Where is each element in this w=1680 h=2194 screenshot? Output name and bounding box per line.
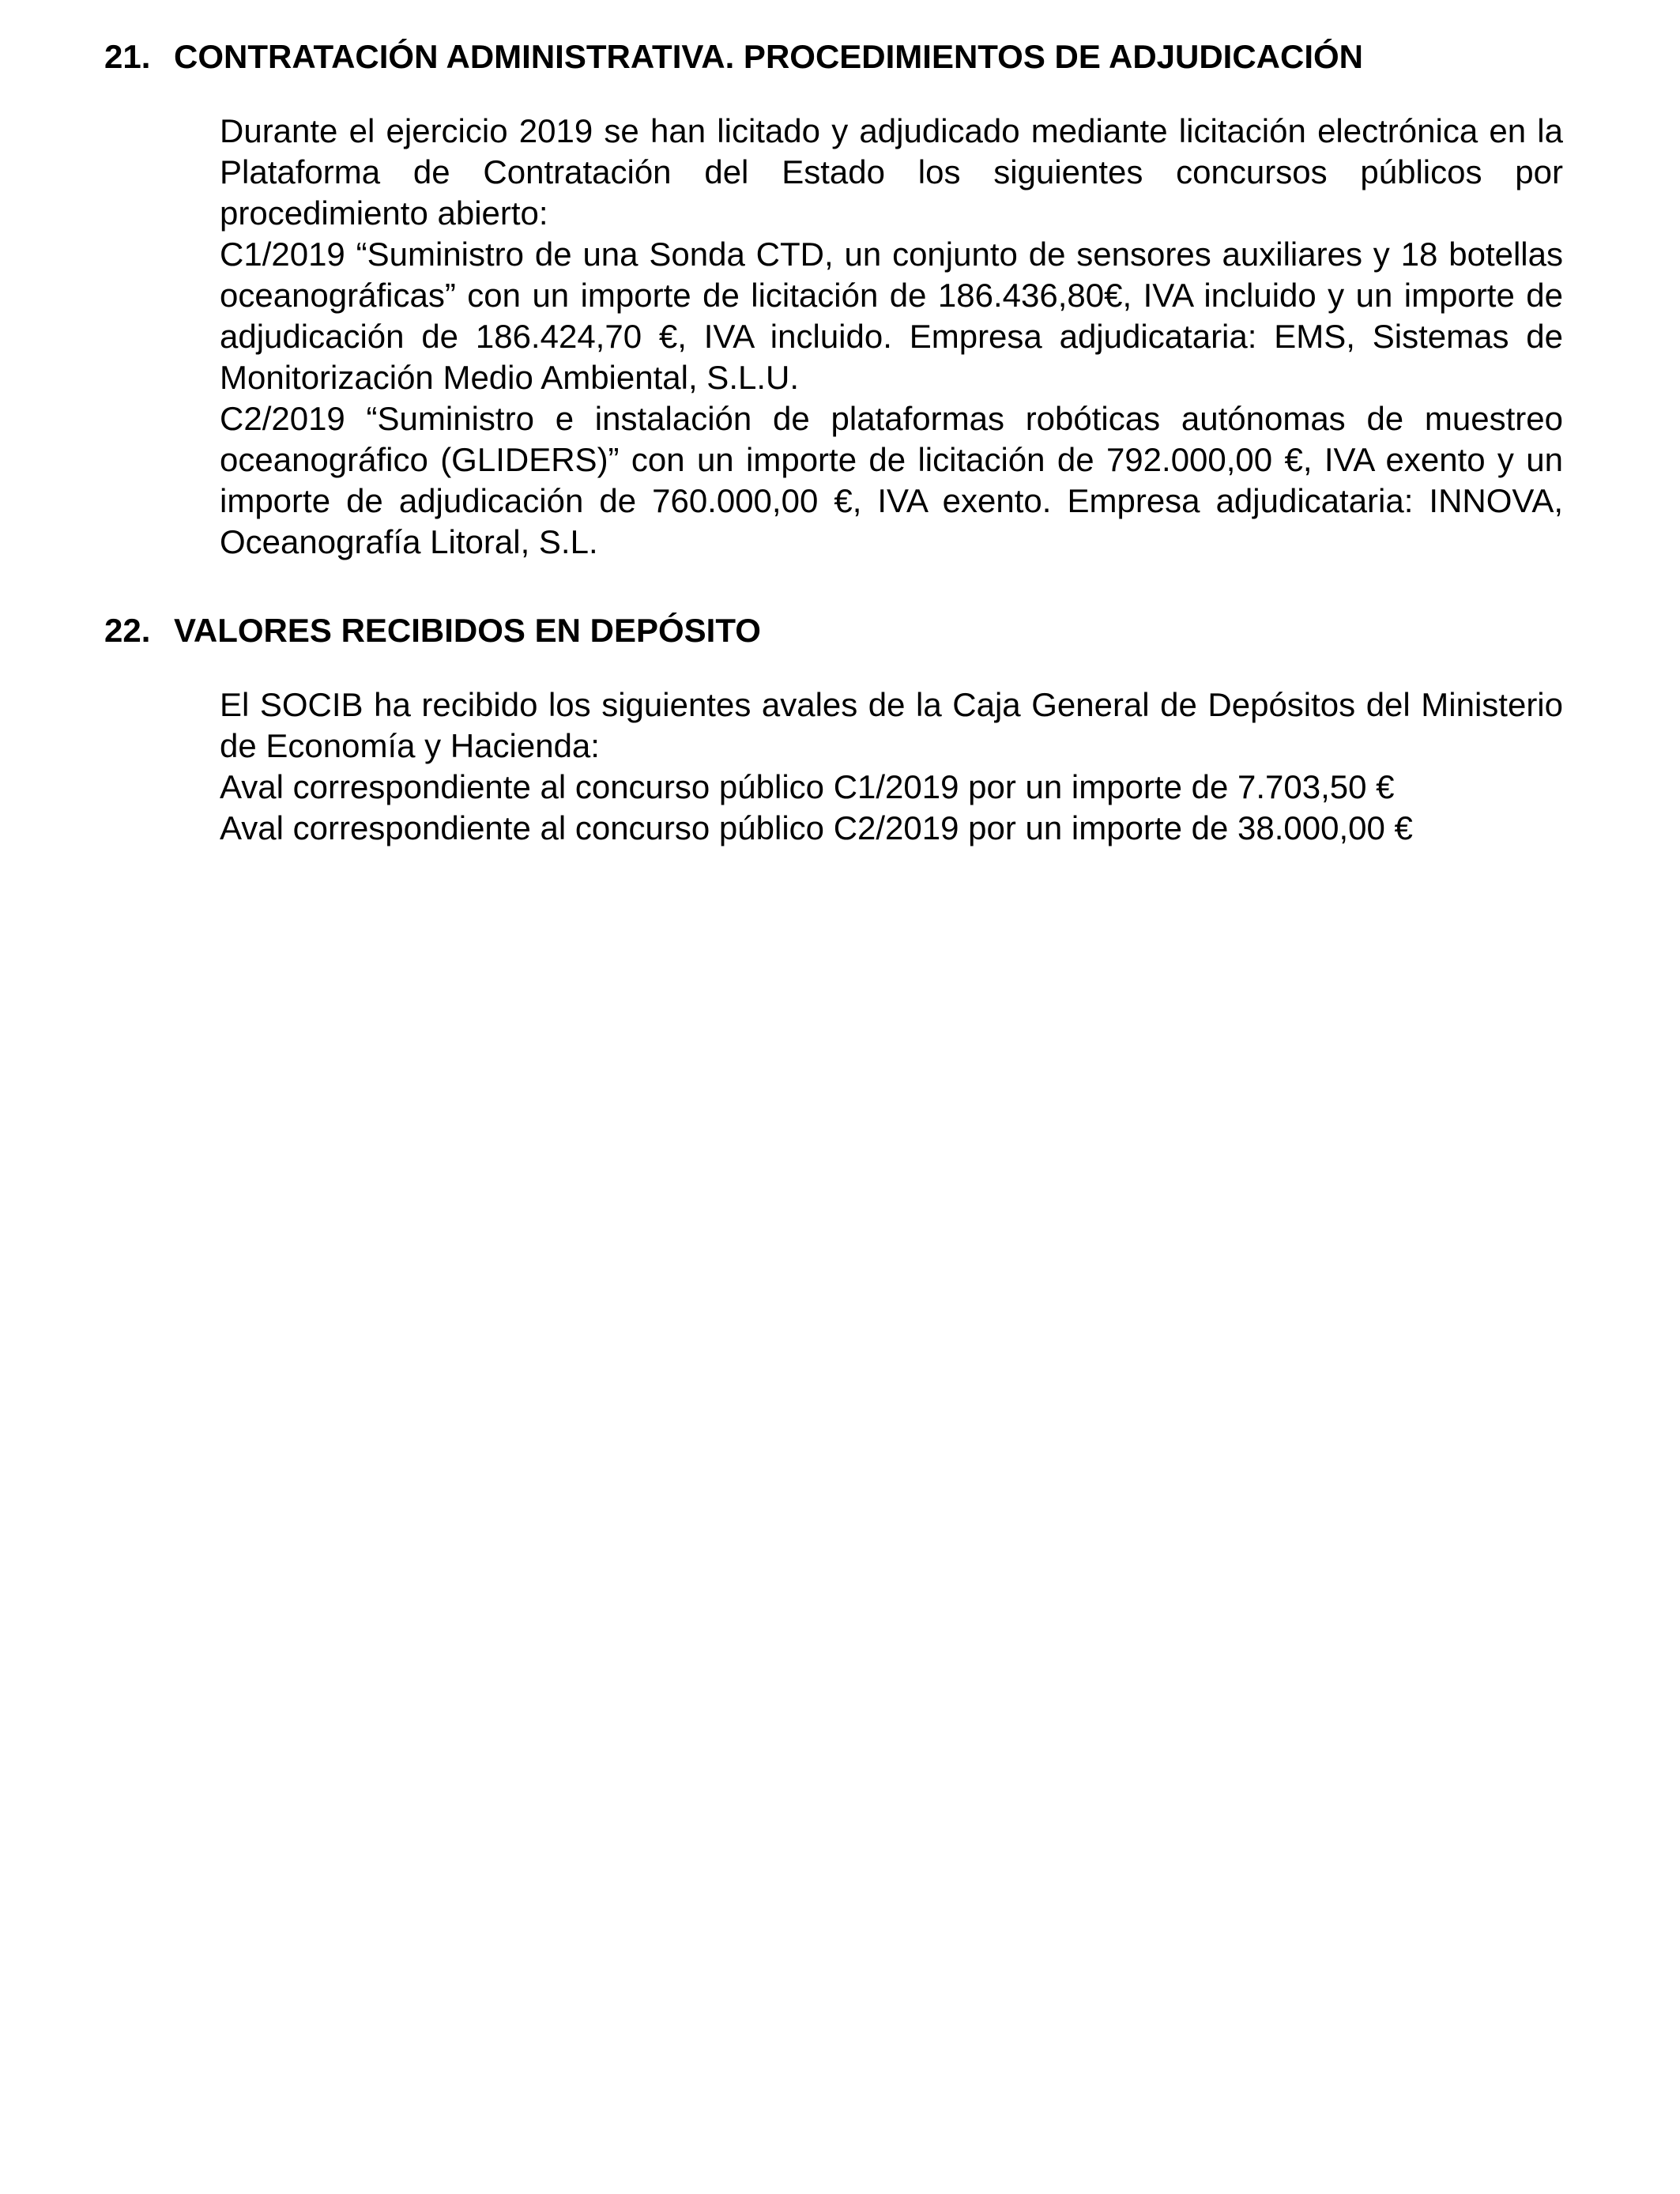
aval-line-c2: Aval correspondiente al concurso público C2/2019 por un importe de 38.000,00 € (220, 809, 1413, 846)
paragraph-contract-c1: C1/2019 “Suministro de una Sonda CTD, un conjunto de sensores auxiliares y 18 botellas oceanográficas” con un importe de licitación de 186.436,80€, IVA incluido y un importe de adjudicación de 186.424,70 €, IVA incluido. Empresa adjudicataria: EMS, Sistemas de Monitorización Medio Ambiental, S.L.U. (220, 236, 1563, 396)
paragraph-contract-c2: C2/2019 “Suministro e instalación de plataformas robóticas autónomas de muestreo oceanográfico (GLIDERS)” con un importe de licitación de 792.000,00 €, IVA exento y un importe de adjudicación de 760.000,00 €, IVA exento. Empresa adjudicataria: INNOVA, Oceanografía Litoral, S.L. (220, 400, 1563, 560)
paragraph-intro: El SOCIB ha recibido los siguientes avales de la Caja General de Depósitos del Ministerio de Economía y Hacienda: (220, 686, 1563, 764)
section-heading (104, 35, 1577, 79)
section-number: 22. (104, 612, 151, 649)
section-title: VALORES RECIBIDOS EN DEPÓSITO (174, 612, 761, 649)
section-body (220, 111, 1563, 563)
section-heading (104, 609, 1577, 653)
section-title: CONTRATACIÓN ADMINISTRATIVA. PROCEDIMIENTOS DE ADJUDICACIÓN (174, 38, 1364, 75)
section-21 (104, 35, 1577, 563)
section-number: 21. (104, 38, 151, 75)
section-22 (104, 609, 1577, 849)
paragraph-intro: Durante el ejercicio 2019 se han licitado y adjudicado mediante licitación electrónica en la Plataforma de Contratación del Estado los siguientes concursos públicos por procedimiento abierto: (220, 112, 1563, 232)
section-body (220, 684, 1563, 849)
aval-line-c1: Aval correspondiente al concurso público C1/2019 por un importe de 7.703,50 € (220, 768, 1395, 805)
